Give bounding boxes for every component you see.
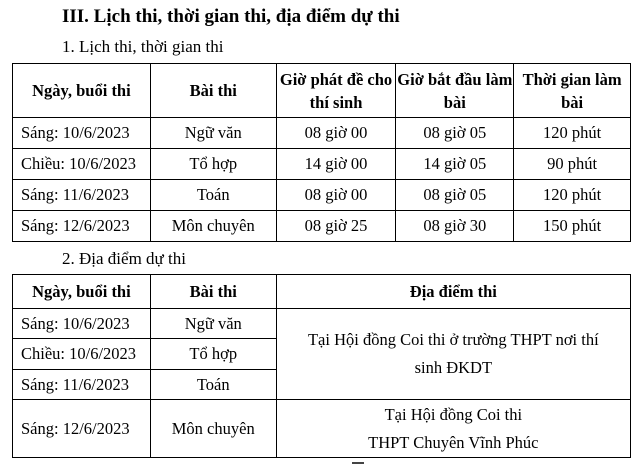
cell-date: Sáng: 12/6/2023	[13, 400, 151, 458]
section-heading: III. Lịch thi, thời gian thi, địa điểm dự thi	[62, 6, 400, 27]
cell-distribution-time: 08 giờ 00	[276, 118, 396, 149]
header-distribution-time: Giờ phát đề cho thí sinh	[276, 64, 396, 118]
table-row	[13, 211, 631, 242]
venue-text: Tại Hội đồng Coi thi ở trường THPT nơi thí sinh ĐKDT	[307, 330, 599, 377]
cell-subject: Tổ hợp	[150, 339, 276, 370]
cell-date: Sáng: 11/6/2023	[13, 180, 151, 211]
cell-duration: 90 phút	[514, 149, 631, 180]
cell-date: Chiều: 10/6/2023	[13, 149, 151, 180]
header-venue: Địa điểm thi	[276, 275, 630, 309]
table-row	[13, 309, 631, 339]
header-start-time: Giờ bắt đầu làm bài	[396, 64, 514, 118]
cell-start-time: 08 giờ 05	[396, 118, 514, 149]
venue-line: Tại Hội đồng Coi thi	[384, 404, 523, 424]
header-date: Ngày, buổi thi	[13, 275, 151, 309]
cell-subject: Ngữ văn	[150, 118, 276, 149]
header-duration: Thời gian làm bài	[514, 64, 631, 118]
cell-start-time: 08 giờ 05	[396, 180, 514, 211]
venue-subtitle: 2. Địa điểm dự thi	[62, 249, 186, 268]
cell-distribution-time: 14 giờ 00	[276, 149, 396, 180]
header-subject: Bài thi	[150, 64, 276, 118]
cell-distribution-time: 08 giờ 25	[276, 211, 396, 242]
table-header-row	[13, 64, 631, 118]
schedule-subtitle: 1. Lịch thi, thời gian thi	[62, 37, 224, 56]
cell-start-time: 14 giờ 05	[396, 149, 514, 180]
cell-date: Sáng: 11/6/2023	[13, 370, 151, 400]
table-header-row	[13, 275, 631, 309]
cell-date: Chiều: 10/6/2023	[13, 339, 151, 370]
cell-venue	[276, 400, 630, 458]
cell-subject: Toán	[150, 370, 276, 400]
cell-distribution-time: 08 giờ 00	[276, 180, 396, 211]
cell-subject: Toán	[150, 180, 276, 211]
exam-venue-table	[12, 274, 631, 458]
header-subject: Bài thi	[150, 275, 276, 309]
cell-subject: Môn chuyên	[150, 211, 276, 242]
header-date: Ngày, buổi thi	[13, 64, 151, 118]
cell-duration: 120 phút	[514, 180, 631, 211]
table-row	[13, 149, 631, 180]
cell-subject: Tổ hợp	[150, 149, 276, 180]
cell-start-time: 08 giờ 30	[396, 211, 514, 242]
cell-venue	[276, 309, 630, 400]
cell-date: Sáng: 12/6/2023	[13, 211, 151, 242]
page-edge-mark	[352, 462, 364, 468]
cell-duration: 150 phút	[514, 211, 631, 242]
cell-duration: 120 phút	[514, 118, 631, 149]
cell-date: Sáng: 10/6/2023	[13, 118, 151, 149]
table-row	[13, 180, 631, 211]
venue-line: THPT Chuyên Vĩnh Phúc	[368, 432, 539, 452]
table-row	[13, 118, 631, 149]
cell-subject: Môn chuyên	[150, 400, 276, 458]
exam-schedule-table	[12, 63, 631, 242]
table-row	[13, 400, 631, 458]
cell-date: Sáng: 10/6/2023	[13, 309, 151, 339]
cell-subject: Ngữ văn	[150, 309, 276, 339]
